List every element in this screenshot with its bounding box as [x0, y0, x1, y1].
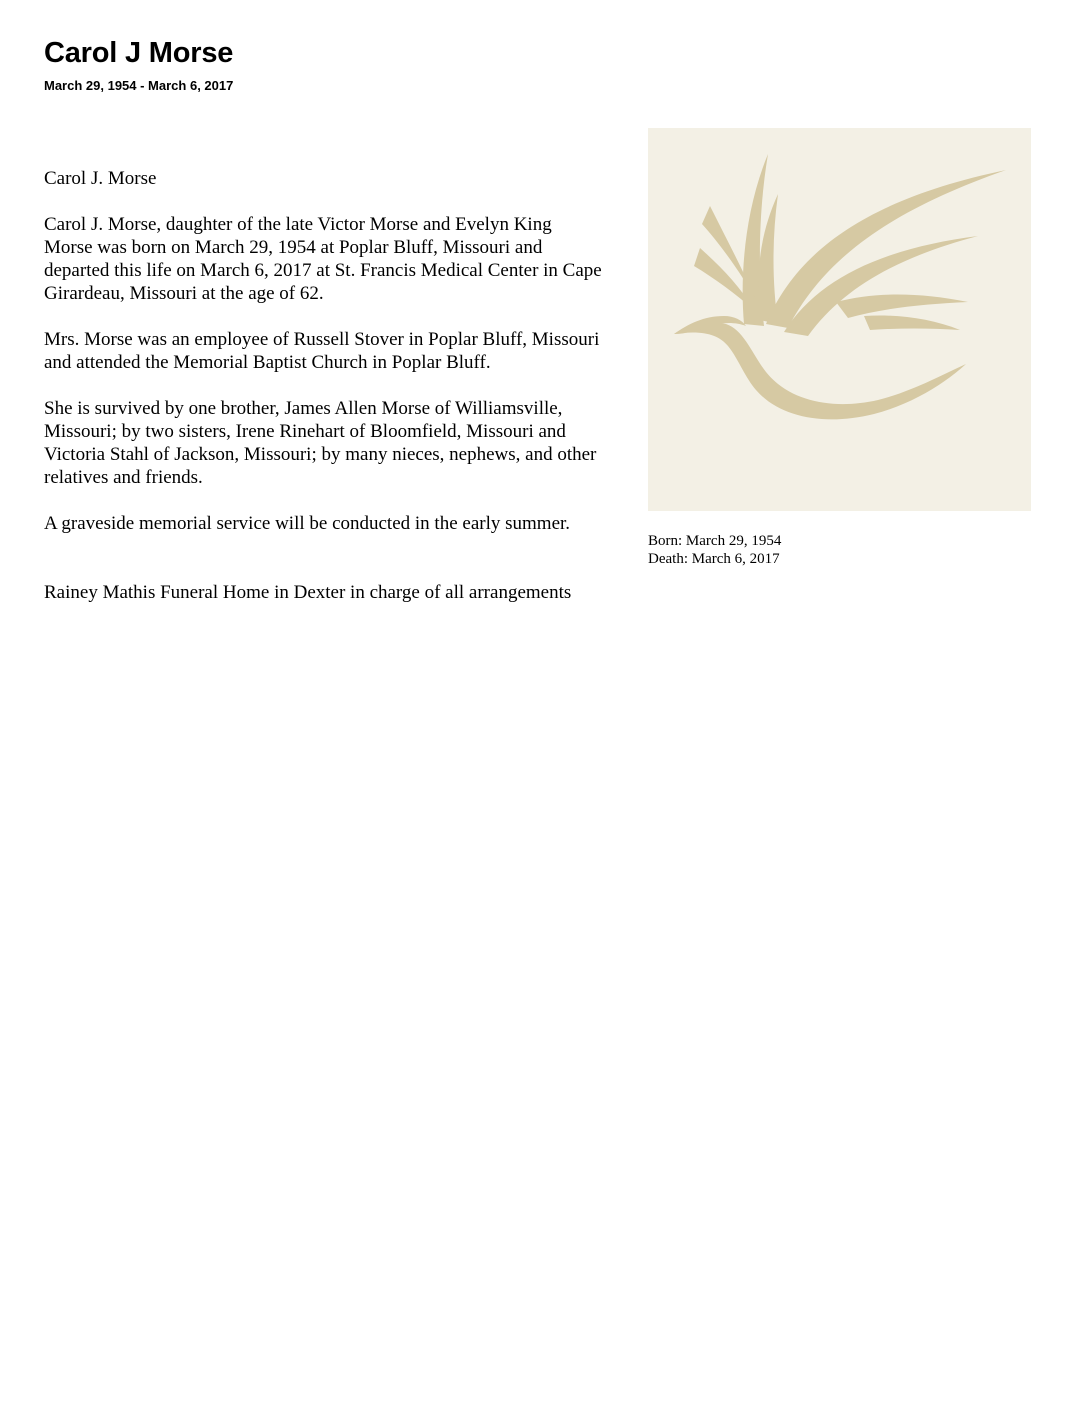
- memorial-dates: [648, 532, 781, 568]
- deceased-name: Carol J Morse: [44, 37, 234, 69]
- life-dates: March 29, 1954 - March 6, 2017: [44, 78, 234, 93]
- obituary-paragraph: Carol J. Morse: [44, 168, 157, 189]
- obituary-paragraph: She is survived by one brother, James Allen Morse of Williamsville, Missouri; by two sisters, Irene Rinehart of Bloomfield, Missouri and Victoria Stahl of Jackson, Missouri; by many nieces, nephews, and other relatives and friends.: [44, 398, 597, 488]
- death-date: Death: March 6, 2017: [648, 551, 780, 567]
- birth-date: Born: March 29, 1954: [648, 533, 782, 549]
- obituary-header: [44, 36, 233, 94]
- obituary-paragraph: Mrs. Morse was an employee of Russell Stover in Poplar Bluff, Missouri and attended the Memorial Baptist Church in Poplar Bluff.: [44, 329, 600, 373]
- obituary-paragraph: Carol J. Morse, daughter of the late Victor Morse and Evelyn King Morse was born on March 29, 1954 at Poplar Bluff, Missouri and departed this life on March 6, 2017 at St. Francis Medical Center in Cape Girardeau, Missouri at the age of 62.: [44, 214, 602, 304]
- obituary-text: [44, 167, 604, 627]
- funeral-home-note: Rainey Mathis Funeral Home in Dexter in charge of all arrangements: [44, 582, 572, 603]
- memorial-image: [648, 128, 1031, 511]
- obituary-paragraph: A graveside memorial service will be conducted in the early summer.: [44, 513, 571, 534]
- dove-icon: [648, 128, 1031, 511]
